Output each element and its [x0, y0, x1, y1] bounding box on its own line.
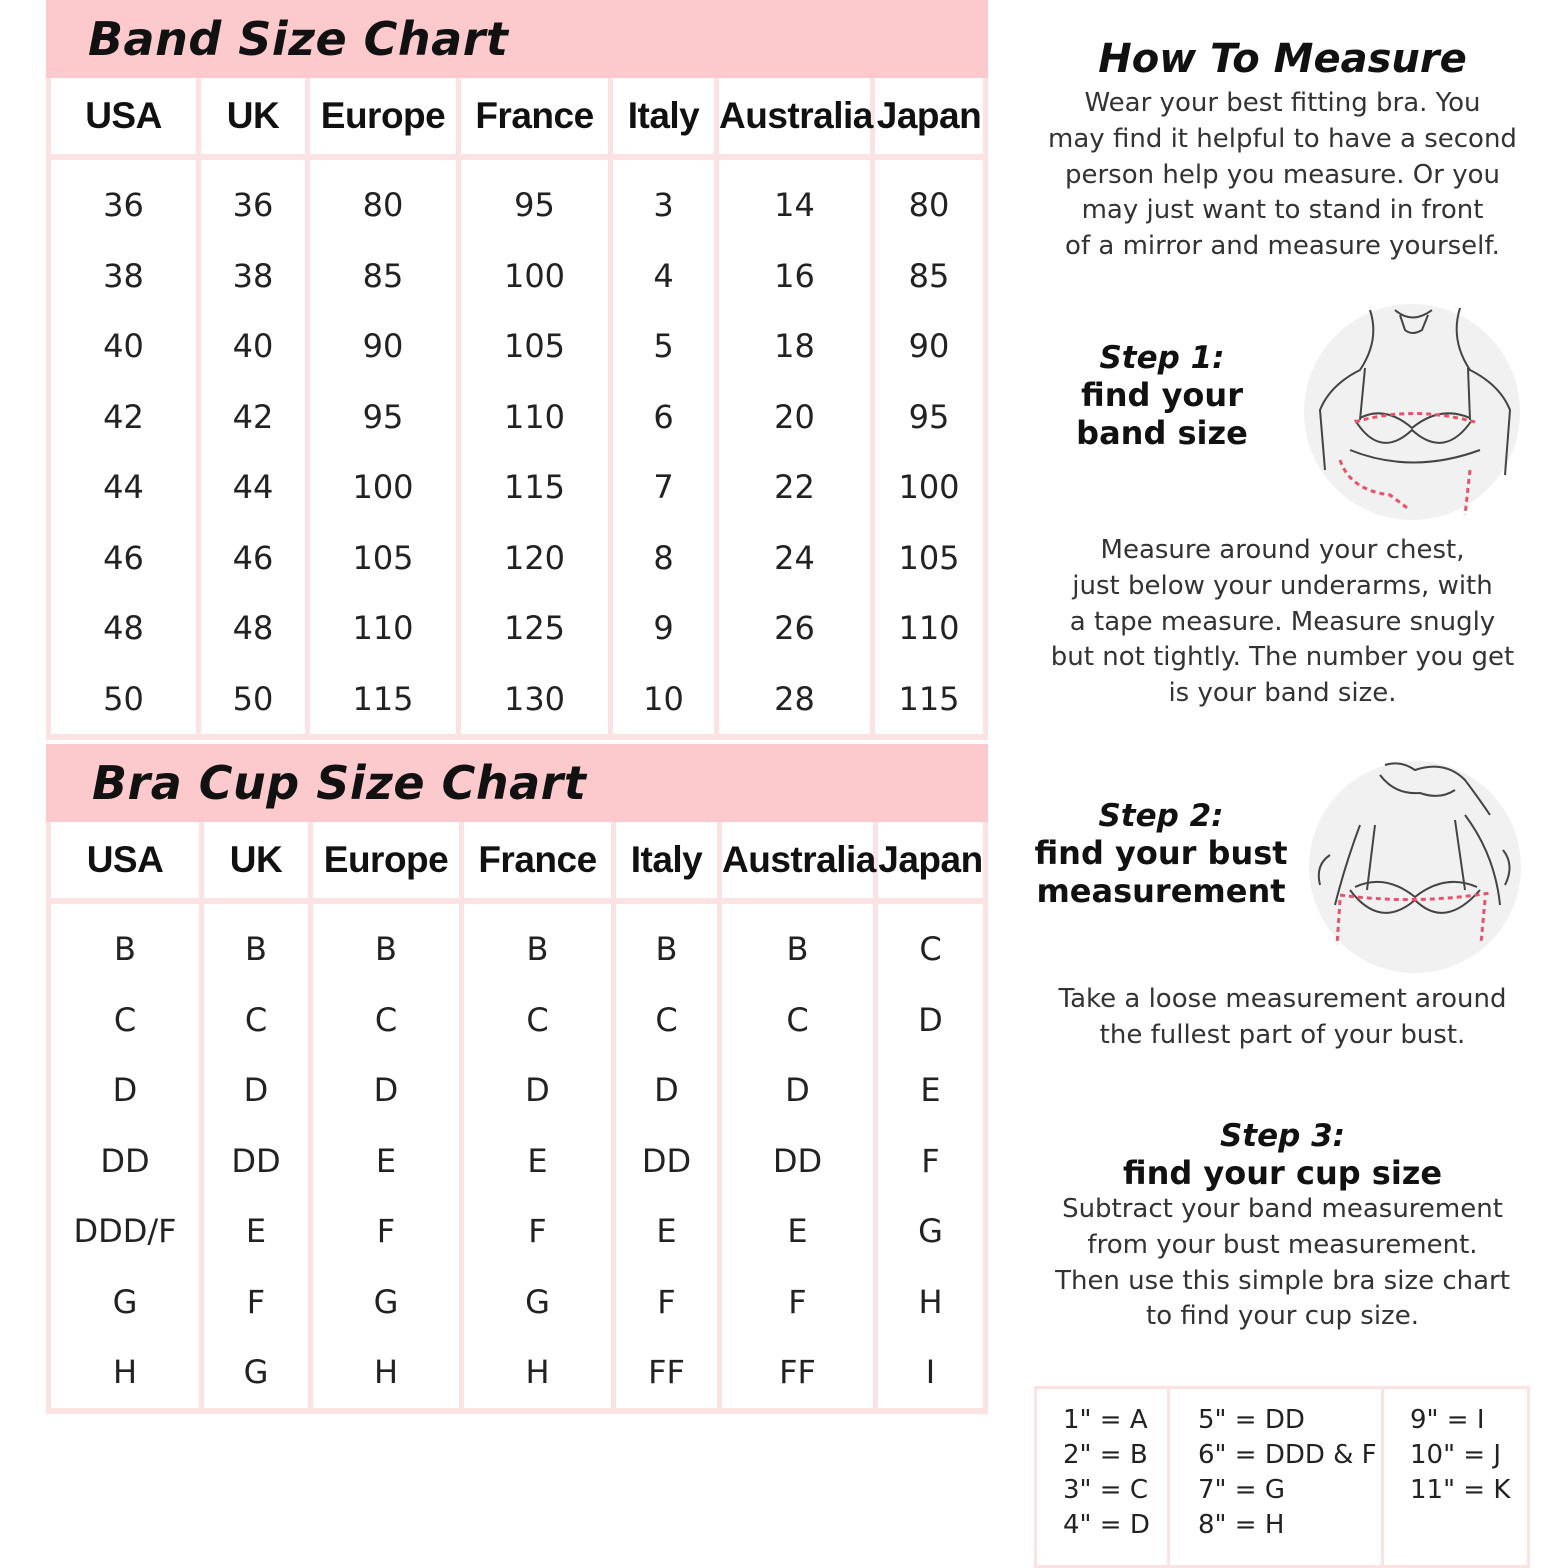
table-cell: 48: [199, 593, 308, 664]
table-cell: 44: [199, 452, 308, 523]
table-row: [49, 901, 986, 985]
table-cell: 80: [308, 157, 459, 241]
header-japan: Japan: [873, 78, 986, 157]
table-cell: 105: [459, 311, 611, 382]
header-italy: Italy: [611, 78, 717, 157]
header-usa: USA: [49, 822, 202, 901]
table-cell: 125: [459, 593, 611, 664]
table-cell: E: [720, 1196, 876, 1267]
step2-label: Step 2:: [1098, 798, 1224, 834]
table-cell: D: [202, 1055, 311, 1126]
cup-size-chart: [46, 744, 988, 1414]
table-cell: 115: [459, 452, 611, 523]
band-chart-title: Band Size Chart: [46, 0, 988, 78]
band-size-chart: [46, 0, 988, 740]
table-cell: 120: [459, 523, 611, 594]
step3-text: [1020, 1192, 1545, 1335]
how-to-measure-title: How To Measure: [1098, 36, 1467, 82]
table-cell: E: [311, 1126, 462, 1197]
table-cell: 38: [49, 241, 199, 312]
table-cell: DD: [720, 1126, 876, 1197]
table-cell: 8: [611, 523, 717, 594]
table-cell: 48: [49, 593, 199, 664]
step2-title-line: find your bust: [1034, 834, 1288, 872]
table-cell: 100: [873, 452, 986, 523]
header-europe: Europe: [311, 822, 462, 901]
legend-item: 10" = J: [1410, 1440, 1502, 1470]
table-cell: F: [462, 1196, 614, 1267]
intro-line: of a mirror and measure yourself.: [1065, 231, 1500, 262]
table-cell: E: [202, 1196, 311, 1267]
table-cell: 50: [199, 664, 308, 738]
table-row: [49, 241, 986, 312]
table-row: [49, 1055, 986, 1126]
table-cell: B: [462, 901, 614, 985]
table-cell: 42: [49, 382, 199, 453]
table-cell: C: [720, 985, 876, 1056]
table-cell: 110: [308, 593, 459, 664]
table-cell: G: [876, 1196, 986, 1267]
table-cell: 130: [459, 664, 611, 738]
step1-text-line: is your band size.: [1168, 678, 1397, 709]
step3-section: [1020, 1118, 1545, 1335]
table-cell: E: [614, 1196, 720, 1267]
legend-item: 9" = I: [1410, 1405, 1485, 1435]
header-usa: USA: [49, 78, 199, 157]
how-to-measure-intro: [1020, 86, 1545, 265]
table-cell: DD: [614, 1126, 720, 1197]
table-cell: DD: [49, 1126, 202, 1197]
table-cell: 105: [873, 523, 986, 594]
band-size-table: [46, 78, 988, 740]
table-cell: 16: [717, 241, 873, 312]
step1-heading: [1040, 340, 1284, 452]
legend-item: 7" = G: [1198, 1475, 1285, 1505]
table-cell: 100: [308, 452, 459, 523]
table-cell: 40: [49, 311, 199, 382]
bust-measure-illustration: [1305, 755, 1525, 975]
legend-item: 6" = DDD & F: [1198, 1440, 1377, 1470]
table-cell: D: [311, 1055, 462, 1126]
header-france: France: [462, 822, 614, 901]
legend-item: 2" = B: [1063, 1440, 1148, 1470]
legend-column: [1037, 1389, 1167, 1565]
table-cell: F: [876, 1126, 986, 1197]
table-cell: 90: [308, 311, 459, 382]
step1-text: [1020, 533, 1545, 712]
table-cell: B: [49, 901, 202, 985]
table-cell: 10: [611, 664, 717, 738]
table-row: [49, 664, 986, 738]
table-cell: B: [202, 901, 311, 985]
step1-text-line: but not tightly. The number you get: [1050, 642, 1515, 673]
cup-chart-title: Bra Cup Size Chart: [46, 744, 988, 822]
step3-text-line: Subtract your band measurement: [1062, 1194, 1503, 1224]
header-japan: Japan: [876, 822, 986, 901]
table-row: [49, 1267, 986, 1338]
cup-size-legend: [1034, 1386, 1530, 1568]
table-cell: 46: [49, 523, 199, 594]
table-cell: F: [720, 1267, 876, 1338]
table-cell: 20: [717, 382, 873, 453]
table-cell: 36: [49, 157, 199, 241]
step2-text-line: Take a loose measurement around: [1058, 984, 1507, 1014]
table-cell: C: [49, 985, 202, 1056]
table-cell: D: [876, 985, 986, 1056]
table-cell: F: [311, 1196, 462, 1267]
table-row: [49, 382, 986, 453]
table-cell: H: [876, 1267, 986, 1338]
table-cell: 115: [873, 664, 986, 738]
table-cell: H: [49, 1337, 202, 1411]
table-cell: 46: [199, 523, 308, 594]
table-row: [49, 1196, 986, 1267]
table-cell: 110: [459, 382, 611, 453]
table-cell: 42: [199, 382, 308, 453]
table-cell: D: [614, 1055, 720, 1126]
step1-label: Step 1:: [1099, 340, 1225, 376]
table-cell: 115: [308, 664, 459, 738]
legend-item: 4" = D: [1063, 1510, 1150, 1540]
table-cell: G: [49, 1267, 202, 1338]
table-cell: C: [876, 901, 986, 985]
header-italy: Italy: [614, 822, 720, 901]
table-cell: 24: [717, 523, 873, 594]
band-measure-illustration: [1300, 300, 1524, 524]
intro-line: person help you measure. Or you: [1064, 159, 1500, 190]
table-cell: 44: [49, 452, 199, 523]
table-cell: FF: [720, 1337, 876, 1411]
step1-text-line: Measure around your chest,: [1100, 535, 1465, 565]
table-cell: 26: [717, 593, 873, 664]
step3-title-line: find your cup size: [1122, 1154, 1443, 1192]
table-cell: 95: [873, 382, 986, 453]
table-cell: B: [720, 901, 876, 985]
table-cell: F: [202, 1267, 311, 1338]
table-row: [49, 452, 986, 523]
table-cell: E: [462, 1126, 614, 1197]
table-cell: FF: [614, 1337, 720, 1411]
table-cell: 85: [308, 241, 459, 312]
table-cell: G: [311, 1267, 462, 1338]
table-cell: C: [614, 985, 720, 1056]
table-cell: 9: [611, 593, 717, 664]
table-cell: 18: [717, 311, 873, 382]
step2-heading: [1030, 798, 1292, 910]
table-cell: 4: [611, 241, 717, 312]
step2-text-line: the fullest part of your bust.: [1099, 1019, 1466, 1050]
step2-title-line: measurement: [1036, 872, 1286, 910]
table-cell: 100: [459, 241, 611, 312]
table-cell: D: [462, 1055, 614, 1126]
table-row: [49, 1337, 986, 1411]
step1-title-line: find your: [1081, 376, 1243, 414]
table-cell: D: [49, 1055, 202, 1126]
cup-size-table: [46, 822, 988, 1414]
band-header-row: [49, 78, 986, 157]
table-cell: H: [462, 1337, 614, 1411]
table-cell: D: [720, 1055, 876, 1126]
step3-text-line: to find your cup size.: [1146, 1301, 1419, 1332]
header-france: France: [459, 78, 611, 157]
table-cell: 6: [611, 382, 717, 453]
table-cell: 85: [873, 241, 986, 312]
table-cell: 90: [873, 311, 986, 382]
table-cell: 110: [873, 593, 986, 664]
legend-item: 5" = DD: [1198, 1405, 1305, 1435]
legend-column: [1167, 1389, 1381, 1565]
table-cell: DD: [202, 1126, 311, 1197]
table-cell: B: [311, 901, 462, 985]
table-cell: G: [462, 1267, 614, 1338]
table-cell: 5: [611, 311, 717, 382]
header-australia: Australia: [720, 822, 876, 901]
table-cell: C: [462, 985, 614, 1056]
table-row: [49, 1126, 986, 1197]
step3-text-line: from your bust measurement.: [1087, 1229, 1478, 1260]
table-cell: 50: [49, 664, 199, 738]
table-row: [49, 593, 986, 664]
table-cell: 105: [308, 523, 459, 594]
table-row: [49, 523, 986, 594]
table-cell: 95: [459, 157, 611, 241]
table-row: [49, 311, 986, 382]
table-cell: 36: [199, 157, 308, 241]
table-cell: C: [202, 985, 311, 1056]
how-to-measure-section: [1020, 36, 1545, 265]
table-cell: 95: [308, 382, 459, 453]
legend-item: 11" = K: [1410, 1475, 1511, 1505]
header-uk: UK: [202, 822, 311, 901]
table-cell: G: [202, 1337, 311, 1411]
intro-line: Wear your best fitting bra. You: [1084, 88, 1481, 118]
table-row: [49, 157, 986, 241]
table-cell: 22: [717, 452, 873, 523]
step1-text-line: a tape measure. Measure snugly: [1069, 606, 1496, 637]
table-cell: 40: [199, 311, 308, 382]
intro-line: may find it helpful to have a second: [1048, 123, 1517, 154]
table-cell: C: [311, 985, 462, 1056]
table-cell: 80: [873, 157, 986, 241]
legend-item: 3" = C: [1063, 1475, 1148, 1505]
table-row: [49, 985, 986, 1056]
legend-column: [1381, 1389, 1527, 1565]
intro-line: may just want to stand in front: [1081, 195, 1484, 226]
legend-item: 8" = H: [1198, 1510, 1285, 1540]
header-europe: Europe: [308, 78, 459, 157]
header-uk: UK: [199, 78, 308, 157]
table-cell: H: [311, 1337, 462, 1411]
table-cell: I: [876, 1337, 986, 1411]
table-cell: 7: [611, 452, 717, 523]
legend-item: 1" = A: [1063, 1405, 1148, 1435]
step3-text-line: Then use this simple bra size chart: [1055, 1265, 1510, 1296]
table-cell: DDD/F: [49, 1196, 202, 1267]
table-cell: 28: [717, 664, 873, 738]
table-cell: F: [614, 1267, 720, 1338]
table-cell: 3: [611, 157, 717, 241]
table-cell: B: [614, 901, 720, 985]
table-cell: 14: [717, 157, 873, 241]
step3-label: Step 3:: [1219, 1118, 1346, 1154]
table-cell: E: [876, 1055, 986, 1126]
header-australia: Australia: [717, 78, 873, 157]
step1-title-line: band size: [1076, 414, 1248, 452]
table-cell: 38: [199, 241, 308, 312]
cup-header-row: [49, 822, 986, 901]
step1-text-line: just below your underarms, with: [1072, 570, 1493, 601]
step2-text: [1020, 982, 1545, 1054]
